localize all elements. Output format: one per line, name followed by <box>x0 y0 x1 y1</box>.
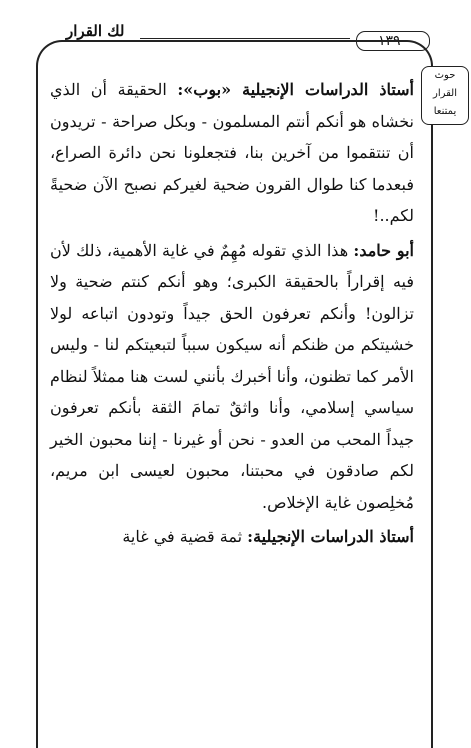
side-tab-line: القرار <box>432 88 457 99</box>
header-rule <box>140 38 350 39</box>
paragraph-text: الحقيقة أن الذي نخشاه هو أنكم أنتم المسلمون - وبكل صراحة - تريدون أن تنتقموا من آخرين بنا، فتجعلونا نحن دائرة الصراع، فبعدما كنا طوال القرون ضحية لغيركم نصبح الآن ضحيةً لكم..! <box>50 80 414 225</box>
page-number: ١٣٩٠ <box>356 31 430 51</box>
side-tab-line: يمتنعا <box>433 106 457 117</box>
paragraph <box>50 235 414 519</box>
paragraph-text: ثمة قضية في غاية <box>122 527 248 546</box>
running-header-title: لك القرار <box>66 22 125 40</box>
speaker-label: أستاذ الدراسات الإنجيلية «بوب»: <box>177 80 414 99</box>
paragraph <box>50 521 414 553</box>
body-text <box>50 74 414 553</box>
paragraph-text: هذا الذي تقوله مُهِمٌ في غاية الأهمية، ذلك لأن فيه إقراراً بالحقيقة الكبرى؛ وهو أنكم كنتم ضحية ولا تزالون! وأنكم تعرفون الحق جيداً وتودون اتباعه لولا خشيتكم من ظنكم أنه سيكون سبباً لتبعيتكم لنا - وليس الأمر كما تظنون، وأنا أخبرك بأنني لست هنا ممثلاً لنظام سياسي إسلامي، وأنا واثقٌ تمامَ الثقة بأنكم تعرفون جيداً المحب من العدو - نحن أو غيرنا - إننا محبون الخير لكم صادقون في محبتنا، محبون لعيسى ابن مريم، مُخلِصون غاية الإخلاص. <box>50 240 414 512</box>
speaker-label: أبو حامد: <box>353 240 414 260</box>
speaker-label: أستاذ الدراسات الإنجيلية: <box>247 527 414 546</box>
side-tab-line: حوث <box>434 70 456 81</box>
paragraph <box>50 74 414 232</box>
side-tab <box>421 66 469 125</box>
